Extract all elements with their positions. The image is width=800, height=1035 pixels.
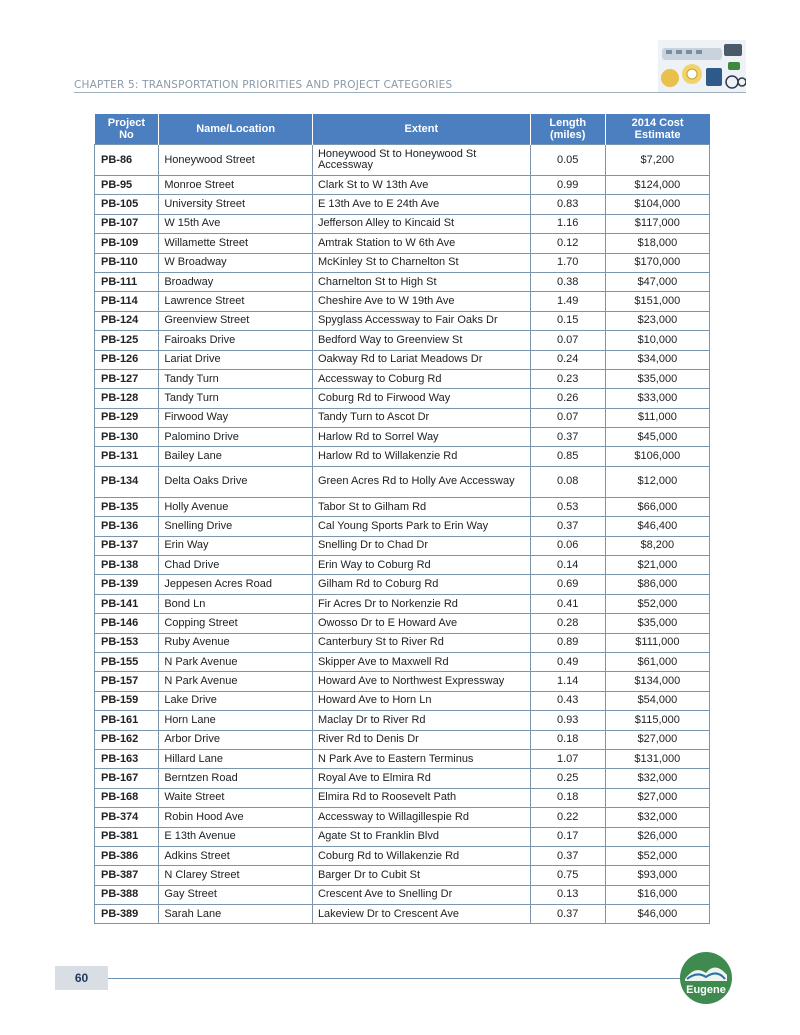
project-extent: Charnelton St to High St bbox=[312, 272, 530, 291]
project-cost: $26,000 bbox=[605, 827, 709, 846]
project-length: 1.49 bbox=[530, 292, 605, 311]
project-extent: Green Acres Rd to Holly Ave Accessway bbox=[312, 466, 530, 497]
project-id: PB-389 bbox=[95, 905, 159, 924]
table-row bbox=[95, 827, 710, 846]
project-id: PB-387 bbox=[95, 866, 159, 885]
project-length: 0.12 bbox=[530, 234, 605, 253]
project-cost: $131,000 bbox=[605, 749, 709, 768]
table-row bbox=[95, 176, 710, 195]
table-header-row bbox=[95, 114, 710, 145]
project-extent: Cal Young Sports Park to Erin Way bbox=[312, 517, 530, 536]
project-name: Monroe Street bbox=[159, 176, 313, 195]
project-extent: Oakway Rd to Lariat Meadows Dr bbox=[312, 350, 530, 369]
project-name: Honeywood Street bbox=[159, 145, 313, 176]
project-length: 0.14 bbox=[530, 556, 605, 575]
table-row bbox=[95, 788, 710, 807]
project-extent: Accessway to Willagillespie Rd bbox=[312, 808, 530, 827]
project-extent: Coburg Rd to Willakenzie Rd bbox=[312, 846, 530, 865]
page-number: 60 bbox=[55, 966, 108, 990]
project-length: 1.16 bbox=[530, 214, 605, 233]
project-name: Berntzen Road bbox=[159, 769, 313, 788]
project-length: 0.38 bbox=[530, 272, 605, 291]
project-length: 0.37 bbox=[530, 428, 605, 447]
project-cost: $124,000 bbox=[605, 176, 709, 195]
project-cost: $23,000 bbox=[605, 311, 709, 330]
project-id: PB-111 bbox=[95, 272, 159, 291]
project-name: Arbor Drive bbox=[159, 730, 313, 749]
project-length: 0.85 bbox=[530, 447, 605, 466]
project-cost: $115,000 bbox=[605, 711, 709, 730]
project-id: PB-138 bbox=[95, 556, 159, 575]
project-id: PB-95 bbox=[95, 176, 159, 195]
project-cost: $11,000 bbox=[605, 408, 709, 427]
table-row bbox=[95, 145, 710, 176]
project-id: PB-386 bbox=[95, 846, 159, 865]
table-row bbox=[95, 408, 710, 427]
project-name: Hillard Lane bbox=[159, 749, 313, 768]
project-length: 1.70 bbox=[530, 253, 605, 272]
project-name: University Street bbox=[159, 195, 313, 214]
header-name-location: Name/Location bbox=[159, 114, 313, 145]
table-row bbox=[95, 614, 710, 633]
project-extent: Crescent Ave to Snelling Dr bbox=[312, 885, 530, 904]
table-row bbox=[95, 292, 710, 311]
project-extent: Clark St to W 13th Ave bbox=[312, 176, 530, 195]
project-extent: Elmira Rd to Roosevelt Path bbox=[312, 788, 530, 807]
table-row bbox=[95, 556, 710, 575]
table-row bbox=[95, 769, 710, 788]
project-extent: Tandy Turn to Ascot Dr bbox=[312, 408, 530, 427]
project-cost: $170,000 bbox=[605, 253, 709, 272]
project-cost: $21,000 bbox=[605, 556, 709, 575]
project-length: 0.69 bbox=[530, 575, 605, 594]
project-cost: $106,000 bbox=[605, 447, 709, 466]
table-row bbox=[95, 808, 710, 827]
transportation-illustration-icon bbox=[658, 40, 746, 92]
project-name: Copping Street bbox=[159, 614, 313, 633]
table-row bbox=[95, 594, 710, 613]
table-row bbox=[95, 730, 710, 749]
project-name: Lawrence Street bbox=[159, 292, 313, 311]
chapter-title: CHAPTER 5: TRANSPORTATION PRIORITIES AND PROJECT CATEGORIES bbox=[74, 79, 453, 91]
project-length: 0.05 bbox=[530, 145, 605, 176]
project-length: 0.99 bbox=[530, 176, 605, 195]
project-extent: Cheshire Ave to W 19th Ave bbox=[312, 292, 530, 311]
project-length: 0.15 bbox=[530, 311, 605, 330]
project-cost: $46,000 bbox=[605, 905, 709, 924]
project-length: 0.18 bbox=[530, 788, 605, 807]
footer-rule bbox=[108, 978, 686, 979]
project-cost: $35,000 bbox=[605, 369, 709, 388]
project-cost: $54,000 bbox=[605, 691, 709, 710]
project-extent: Spyglass Accessway to Fair Oaks Dr bbox=[312, 311, 530, 330]
project-name: Holly Avenue bbox=[159, 497, 313, 516]
project-cost: $10,000 bbox=[605, 331, 709, 350]
project-id: PB-105 bbox=[95, 195, 159, 214]
header-extent: Extent bbox=[312, 114, 530, 145]
project-id: PB-159 bbox=[95, 691, 159, 710]
header-project-no: Project No bbox=[95, 114, 159, 145]
project-id: PB-114 bbox=[95, 292, 159, 311]
project-extent: Canterbury St to River Rd bbox=[312, 633, 530, 652]
project-extent: Jefferson Alley to Kincaid St bbox=[312, 214, 530, 233]
project-length: 0.24 bbox=[530, 350, 605, 369]
table-row bbox=[95, 633, 710, 652]
project-name: W 15th Ave bbox=[159, 214, 313, 233]
table-row bbox=[95, 497, 710, 516]
project-name: Horn Lane bbox=[159, 711, 313, 730]
project-extent: Lakeview Dr to Crescent Ave bbox=[312, 905, 530, 924]
project-name: Ruby Avenue bbox=[159, 633, 313, 652]
project-id: PB-135 bbox=[95, 497, 159, 516]
project-cost: $34,000 bbox=[605, 350, 709, 369]
project-id: PB-110 bbox=[95, 253, 159, 272]
project-length: 0.37 bbox=[530, 846, 605, 865]
table-row bbox=[95, 536, 710, 555]
project-cost: $35,000 bbox=[605, 614, 709, 633]
table-row bbox=[95, 311, 710, 330]
project-length: 0.93 bbox=[530, 711, 605, 730]
project-name: Sarah Lane bbox=[159, 905, 313, 924]
project-id: PB-131 bbox=[95, 447, 159, 466]
table-row bbox=[95, 331, 710, 350]
project-cost: $7,200 bbox=[605, 145, 709, 176]
table-row bbox=[95, 234, 710, 253]
project-name: Waite Street bbox=[159, 788, 313, 807]
project-id: PB-381 bbox=[95, 827, 159, 846]
table-row bbox=[95, 711, 710, 730]
project-name: N Park Avenue bbox=[159, 652, 313, 671]
project-extent: Snelling Dr to Chad Dr bbox=[312, 536, 530, 555]
table-row bbox=[95, 575, 710, 594]
project-length: 1.07 bbox=[530, 749, 605, 768]
project-name: Palomino Drive bbox=[159, 428, 313, 447]
project-cost: $134,000 bbox=[605, 672, 709, 691]
logo-text: Eugene bbox=[686, 984, 726, 996]
project-cost: $52,000 bbox=[605, 594, 709, 613]
project-length: 0.89 bbox=[530, 633, 605, 652]
project-length: 0.23 bbox=[530, 369, 605, 388]
project-id: PB-167 bbox=[95, 769, 159, 788]
table-row bbox=[95, 466, 710, 497]
project-length: 0.37 bbox=[530, 905, 605, 924]
project-length: 0.13 bbox=[530, 885, 605, 904]
project-cost: $27,000 bbox=[605, 788, 709, 807]
project-extent: N Park Ave to Eastern Terminus bbox=[312, 749, 530, 768]
project-name: Tandy Turn bbox=[159, 369, 313, 388]
project-name: Tandy Turn bbox=[159, 389, 313, 408]
project-extent: Honeywood St to Honeywood St Accessway bbox=[312, 145, 530, 176]
project-id: PB-388 bbox=[95, 885, 159, 904]
project-name: W Broadway bbox=[159, 253, 313, 272]
project-id: PB-168 bbox=[95, 788, 159, 807]
project-name: Lake Drive bbox=[159, 691, 313, 710]
project-cost: $66,000 bbox=[605, 497, 709, 516]
project-length: 0.07 bbox=[530, 408, 605, 427]
project-cost: $12,000 bbox=[605, 466, 709, 497]
project-name: N Clarey Street bbox=[159, 866, 313, 885]
project-extent: Barger Dr to Cubit St bbox=[312, 866, 530, 885]
project-name: E 13th Avenue bbox=[159, 827, 313, 846]
project-name: Jeppesen Acres Road bbox=[159, 575, 313, 594]
project-extent: Royal Ave to Elmira Rd bbox=[312, 769, 530, 788]
project-cost: $151,000 bbox=[605, 292, 709, 311]
project-extent: Owosso Dr to E Howard Ave bbox=[312, 614, 530, 633]
table-row bbox=[95, 195, 710, 214]
project-length: 0.06 bbox=[530, 536, 605, 555]
project-id: PB-129 bbox=[95, 408, 159, 427]
table-row bbox=[95, 885, 710, 904]
project-name: Erin Way bbox=[159, 536, 313, 555]
project-name: Greenview Street bbox=[159, 311, 313, 330]
project-name: N Park Avenue bbox=[159, 672, 313, 691]
project-name: Broadway bbox=[159, 272, 313, 291]
project-length: 0.07 bbox=[530, 331, 605, 350]
project-cost: $45,000 bbox=[605, 428, 709, 447]
project-length: 0.26 bbox=[530, 389, 605, 408]
table-row bbox=[95, 749, 710, 768]
project-extent: Tabor St to Gilham Rd bbox=[312, 497, 530, 516]
project-name: Willamette Street bbox=[159, 234, 313, 253]
project-length: 0.08 bbox=[530, 466, 605, 497]
table-row bbox=[95, 691, 710, 710]
table-row bbox=[95, 905, 710, 924]
project-cost: $61,000 bbox=[605, 652, 709, 671]
project-cost: $46,400 bbox=[605, 517, 709, 536]
table-row bbox=[95, 846, 710, 865]
header-length: Length (miles) bbox=[530, 114, 605, 145]
project-length: 0.43 bbox=[530, 691, 605, 710]
project-cost: $93,000 bbox=[605, 866, 709, 885]
table-row bbox=[95, 866, 710, 885]
project-id: PB-128 bbox=[95, 389, 159, 408]
project-id: PB-157 bbox=[95, 672, 159, 691]
project-name: Fairoaks Drive bbox=[159, 331, 313, 350]
project-name: Bailey Lane bbox=[159, 447, 313, 466]
table-row bbox=[95, 517, 710, 536]
project-id: PB-139 bbox=[95, 575, 159, 594]
project-id: PB-153 bbox=[95, 633, 159, 652]
project-extent: E 13th Ave to E 24th Ave bbox=[312, 195, 530, 214]
project-length: 0.41 bbox=[530, 594, 605, 613]
project-extent: McKinley St to Charnelton St bbox=[312, 253, 530, 272]
project-name: Robin Hood Ave bbox=[159, 808, 313, 827]
project-id: PB-86 bbox=[95, 145, 159, 176]
project-extent: Howard Ave to Northwest Expressway bbox=[312, 672, 530, 691]
chapter-rule bbox=[74, 92, 746, 93]
project-cost: $47,000 bbox=[605, 272, 709, 291]
table-row bbox=[95, 272, 710, 291]
project-extent: Maclay Dr to River Rd bbox=[312, 711, 530, 730]
project-length: 0.83 bbox=[530, 195, 605, 214]
project-length: 0.17 bbox=[530, 827, 605, 846]
project-id: PB-162 bbox=[95, 730, 159, 749]
project-extent: Accessway to Coburg Rd bbox=[312, 369, 530, 388]
project-name: Chad Drive bbox=[159, 556, 313, 575]
project-extent: River Rd to Denis Dr bbox=[312, 730, 530, 749]
project-extent: Agate St to Franklin Blvd bbox=[312, 827, 530, 846]
project-length: 1.14 bbox=[530, 672, 605, 691]
project-id: PB-161 bbox=[95, 711, 159, 730]
table-row bbox=[95, 253, 710, 272]
project-extent: Amtrak Station to W 6th Ave bbox=[312, 234, 530, 253]
project-length: 0.49 bbox=[530, 652, 605, 671]
project-cost: $16,000 bbox=[605, 885, 709, 904]
project-table bbox=[94, 114, 710, 924]
table-row bbox=[95, 672, 710, 691]
project-cost: $8,200 bbox=[605, 536, 709, 555]
project-id: PB-155 bbox=[95, 652, 159, 671]
project-extent: Bedford Way to Greenview St bbox=[312, 331, 530, 350]
table-row bbox=[95, 214, 710, 233]
project-extent: Harlow Rd to Willakenzie Rd bbox=[312, 447, 530, 466]
project-extent: Fir Acres Dr to Norkenzie Rd bbox=[312, 594, 530, 613]
table-row bbox=[95, 350, 710, 369]
project-length: 0.75 bbox=[530, 866, 605, 885]
table-row bbox=[95, 389, 710, 408]
project-name: Firwood Way bbox=[159, 408, 313, 427]
header-cost: 2014 Cost Estimate bbox=[605, 114, 709, 145]
project-id: PB-374 bbox=[95, 808, 159, 827]
project-id: PB-141 bbox=[95, 594, 159, 613]
project-cost: $52,000 bbox=[605, 846, 709, 865]
project-extent: Harlow Rd to Sorrel Way bbox=[312, 428, 530, 447]
project-id: PB-137 bbox=[95, 536, 159, 555]
project-id: PB-130 bbox=[95, 428, 159, 447]
project-id: PB-126 bbox=[95, 350, 159, 369]
table-row bbox=[95, 369, 710, 388]
project-cost: $32,000 bbox=[605, 808, 709, 827]
project-id: PB-107 bbox=[95, 214, 159, 233]
project-length: 0.22 bbox=[530, 808, 605, 827]
project-length: 0.28 bbox=[530, 614, 605, 633]
project-name: Lariat Drive bbox=[159, 350, 313, 369]
project-id: PB-136 bbox=[95, 517, 159, 536]
project-cost: $104,000 bbox=[605, 195, 709, 214]
project-extent: Erin Way to Coburg Rd bbox=[312, 556, 530, 575]
table-row bbox=[95, 428, 710, 447]
project-extent: Gilham Rd to Coburg Rd bbox=[312, 575, 530, 594]
project-cost: $27,000 bbox=[605, 730, 709, 749]
project-id: PB-134 bbox=[95, 466, 159, 497]
project-cost: $86,000 bbox=[605, 575, 709, 594]
project-extent: Skipper Ave to Maxwell Rd bbox=[312, 652, 530, 671]
project-id: PB-124 bbox=[95, 311, 159, 330]
project-length: 0.25 bbox=[530, 769, 605, 788]
project-id: PB-125 bbox=[95, 331, 159, 350]
table-row bbox=[95, 447, 710, 466]
project-id: PB-109 bbox=[95, 234, 159, 253]
project-length: 0.53 bbox=[530, 497, 605, 516]
project-length: 0.18 bbox=[530, 730, 605, 749]
project-id: PB-163 bbox=[95, 749, 159, 768]
project-name: Delta Oaks Drive bbox=[159, 466, 313, 497]
project-cost: $111,000 bbox=[605, 633, 709, 652]
project-cost: $33,000 bbox=[605, 389, 709, 408]
project-name: Bond Ln bbox=[159, 594, 313, 613]
project-extent: Coburg Rd to Firwood Way bbox=[312, 389, 530, 408]
project-name: Adkins Street bbox=[159, 846, 313, 865]
project-cost: $32,000 bbox=[605, 769, 709, 788]
project-cost: $18,000 bbox=[605, 234, 709, 253]
table-row bbox=[95, 652, 710, 671]
project-cost: $117,000 bbox=[605, 214, 709, 233]
project-id: PB-127 bbox=[95, 369, 159, 388]
project-name: Snelling Drive bbox=[159, 517, 313, 536]
project-name: Gay Street bbox=[159, 885, 313, 904]
project-id: PB-146 bbox=[95, 614, 159, 633]
eugene-logo-icon bbox=[679, 951, 733, 1005]
project-length: 0.37 bbox=[530, 517, 605, 536]
project-extent: Howard Ave to Horn Ln bbox=[312, 691, 530, 710]
